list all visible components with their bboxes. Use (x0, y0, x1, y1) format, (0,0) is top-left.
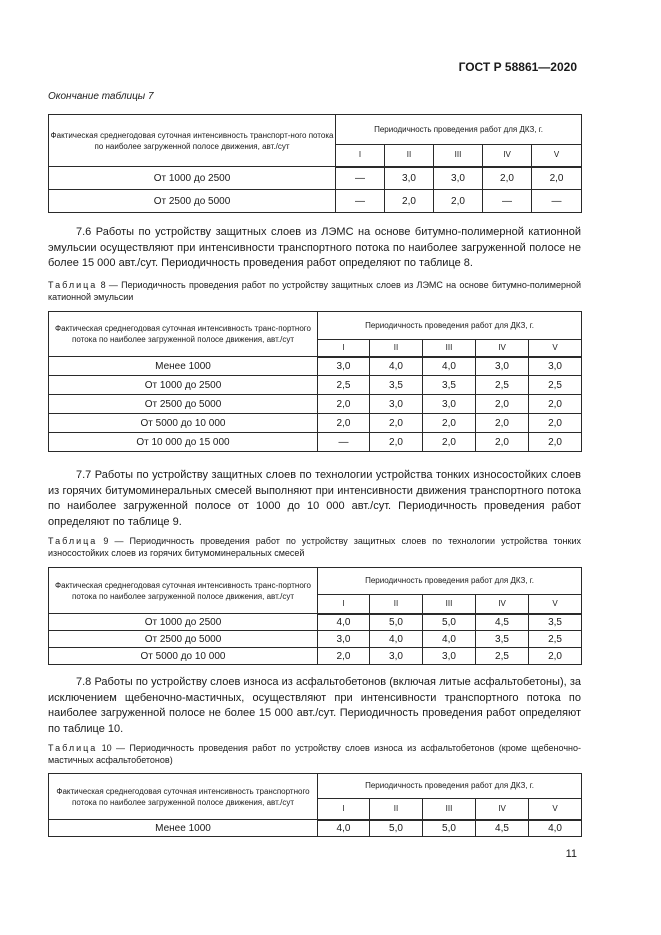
table-cell: 2,0 (476, 414, 529, 433)
table-cell: 4,5 (476, 820, 529, 837)
table-7 (48, 114, 582, 213)
table-cell: — (318, 433, 370, 452)
table-cell: 3,5 (370, 376, 423, 395)
col-header: II (385, 145, 434, 167)
table-cell: — (336, 167, 385, 190)
table-8 (48, 311, 582, 452)
table-cell: 4,0 (318, 614, 370, 631)
table-continuation-label: Окончание таблицы 7 (48, 91, 154, 102)
table-10-caption (48, 742, 581, 766)
table-cell: 5,0 (370, 820, 423, 837)
table-cell: 2,0 (529, 414, 582, 433)
table-cell: 3,0 (370, 395, 423, 414)
table-caption-label: Таблица (48, 280, 98, 290)
col-header: IV (476, 340, 529, 357)
paragraph-7-8: 7.8 Работы по устройству слоев износа из асфальтобетонов (включая литые асфальтобетоны), за исключением щебеночно-мастичных, осуществляют при интенсивности транспортного потока по наиболее загруженной полосе не более 15 000 авт./сут. Периодичность проведения работ определяют по таблице 10. (48, 676, 581, 735)
table-cell: 2,5 (476, 648, 529, 665)
table-cell: 2,5 (318, 376, 370, 395)
col-header: V (529, 799, 582, 820)
table-cell: Менее 1000 (49, 820, 318, 837)
table-cell: 3,0 (318, 357, 370, 376)
table-cell: 2,0 (483, 167, 532, 190)
paragraph-7-6: 7.6 Работы по устройству защитных слоев из ЛЭМС на основе битумно-полимерной катионной эмульсии осуществляют при интенсивности транспортного потока по наиболее загруженной полосе не более 15 000 авт./сут. Периодичность проведения работ определяют по таблице 8. (48, 226, 581, 269)
table-header-label: Фактическая среднегодовая суточная интенсивность транспорт-ного потока по наиболее загруженной полосе движения, авт./сут (49, 115, 336, 167)
table-cell: 2,0 (532, 167, 582, 190)
col-header: V (532, 145, 582, 167)
table-cell: Менее 1000 (49, 357, 318, 376)
table-row (49, 631, 582, 648)
table-cell: 2,0 (385, 190, 434, 213)
table-cell: 2,0 (529, 433, 582, 452)
col-header: III (423, 799, 476, 820)
table-cell: От 10 000 до 15 000 (49, 433, 318, 452)
table-cell: 2,0 (318, 395, 370, 414)
table-row (49, 614, 582, 631)
table-caption-text: 10 — Периодичность проведения работ по устройству слоев износа из асфальтобетонов (кроме щебеночно-мастичных асфальтобетонов) (48, 743, 581, 765)
table-caption-label: Таблица (48, 743, 98, 753)
table-cell: 2,0 (423, 414, 476, 433)
col-header: III (423, 595, 476, 614)
table-row (49, 820, 582, 837)
col-header: III (434, 145, 483, 167)
table-cell: 2,0 (370, 414, 423, 433)
table-9 (48, 567, 582, 665)
table-cell: 2,0 (434, 190, 483, 213)
table-cell: 5,0 (423, 614, 476, 631)
table-cell: 3,0 (529, 357, 582, 376)
table-cell: От 5000 до 10 000 (49, 648, 318, 665)
table-cell: — (532, 190, 582, 213)
table-cell: 2,0 (476, 433, 529, 452)
table-row (49, 167, 582, 190)
table-cell: 2,5 (476, 376, 529, 395)
table-caption-label: Таблица (48, 536, 98, 546)
periodicity-header: Периодичность проведения работ для ДКЗ, г. (318, 774, 582, 799)
document-code: ГОСТ Р 58861—2020 (458, 60, 577, 74)
table-cell: 2,5 (529, 631, 582, 648)
table-cell: 2,0 (318, 414, 370, 433)
table-cell: 2,0 (529, 648, 582, 665)
table-cell: 5,0 (370, 614, 423, 631)
table-10 (48, 773, 582, 837)
table-cell: 2,0 (423, 433, 476, 452)
table-row (49, 648, 582, 665)
table-cell: 3,0 (370, 648, 423, 665)
table-cell: 2,5 (529, 376, 582, 395)
page-number: 11 (565, 848, 577, 860)
col-header: I (318, 799, 370, 820)
table-cell: 3,0 (423, 395, 476, 414)
table-cell: — (336, 190, 385, 213)
table-cell: 4,0 (370, 357, 423, 376)
table-cell: 3,5 (529, 614, 582, 631)
table-row (49, 433, 582, 452)
col-header: II (370, 799, 423, 820)
periodicity-header: Периодичность проведения работ для ДКЗ, г. (318, 312, 582, 340)
table-cell: От 1000 до 2500 (49, 376, 318, 395)
col-header: I (318, 340, 370, 357)
table-cell: 2,0 (529, 395, 582, 414)
table-row (49, 357, 582, 376)
table-caption-text: 8 — Периодичность проведения работ по устройству защитных слоев из ЛЭМС на основе битумно-полимерной катионной эмульсии (48, 280, 581, 302)
table-cell: От 2500 до 5000 (49, 190, 336, 213)
table-cell: 3,0 (476, 357, 529, 376)
table-cell: 4,0 (423, 631, 476, 648)
table-cell: От 1000 до 2500 (49, 167, 336, 190)
table-cell: 3,0 (385, 167, 434, 190)
table-cell: 4,0 (318, 820, 370, 837)
table-header-label: Фактическая среднегодовая суточная интенсивность транспортного потока по наиболее загруженной полосе движения, авт./сут (49, 774, 318, 820)
table-header-label: Фактическая среднегодовая суточная интенсивность транс-портного потока по наиболее загруженной полосе движения, авт./сут (49, 568, 318, 614)
paragraph-7-7: 7.7 Работы по устройству защитных слоев по технологии устройства тонких износостойких слоев из горячих битумоминеральных смесей выполняют при интенсивности движения транспортного потока по наиболее загруженной полосе от 1000 до 10 000 авт./сут. Периодичность проведения работ определяют по таблице 9. (48, 469, 581, 528)
col-header: II (370, 340, 423, 357)
table-row (49, 190, 582, 213)
col-header: V (529, 595, 582, 614)
table-8-caption (48, 279, 581, 303)
table-cell: 3,5 (423, 376, 476, 395)
col-header: II (370, 595, 423, 614)
table-row (49, 376, 582, 395)
col-header: III (423, 340, 476, 357)
table-row (49, 395, 582, 414)
table-cell: 4,5 (476, 614, 529, 631)
table-cell: 4,0 (370, 631, 423, 648)
table-cell: 2,0 (370, 433, 423, 452)
table-cell: 2,0 (476, 395, 529, 414)
table-cell: 3,0 (434, 167, 483, 190)
table-cell: 3,0 (318, 631, 370, 648)
table-cell: 4,0 (423, 357, 476, 376)
table-cell: 3,5 (476, 631, 529, 648)
table-cell: — (483, 190, 532, 213)
col-header: V (529, 340, 582, 357)
table-row (49, 414, 582, 433)
table-cell: От 1000 до 2500 (49, 614, 318, 631)
table-9-caption (48, 535, 581, 559)
col-header: IV (476, 595, 529, 614)
col-header: I (336, 145, 385, 167)
col-header: IV (483, 145, 532, 167)
col-header: I (318, 595, 370, 614)
periodicity-header: Периодичность проведения работ для ДКЗ, г. (336, 115, 582, 145)
table-cell: 3,0 (423, 648, 476, 665)
table-cell: 4,0 (529, 820, 582, 837)
table-cell: От 2500 до 5000 (49, 631, 318, 648)
periodicity-header: Периодичность проведения работ для ДКЗ, г. (318, 568, 582, 595)
table-caption-text: 9 — Периодичность проведения работ по устройству защитных слоев по технологии устройства тонких износостойких слоев из горячих битумоминеральных смесей (48, 536, 581, 558)
col-header: IV (476, 799, 529, 820)
table-cell: 5,0 (423, 820, 476, 837)
table-cell: От 2500 до 5000 (49, 395, 318, 414)
table-cell: От 5000 до 10 000 (49, 414, 318, 433)
table-cell: 2,0 (318, 648, 370, 665)
table-header-label: Фактическая среднегодовая суточная интенсивность транс-портного потока по наиболее загруженной полосе движения, авт./сут (49, 312, 318, 357)
